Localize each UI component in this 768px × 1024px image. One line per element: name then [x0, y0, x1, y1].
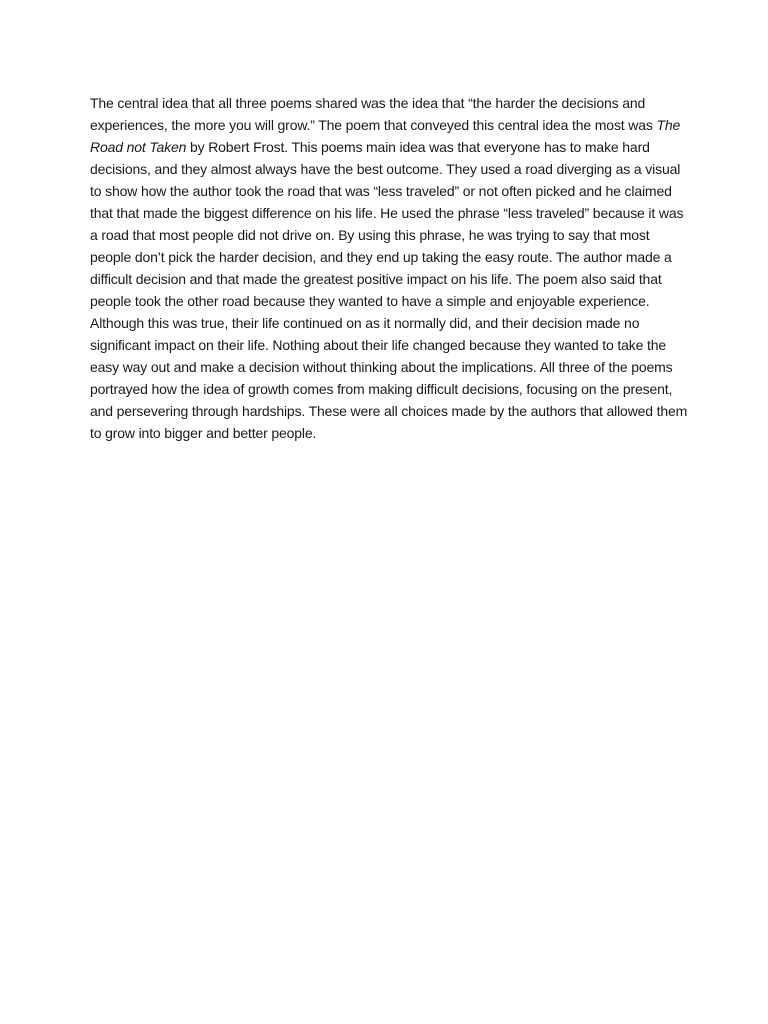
essay-paragraph	[90, 92, 690, 444]
poem-title: The Road not Taken	[90, 117, 681, 155]
paragraph-text-part-1: The central idea that all three poems shared was the idea that “the harder the decisions and experiences, the more you will grow.” The poem that conveyed this central idea the most was	[90, 95, 657, 133]
paragraph-text-part-2: by Robert Frost. This poems main idea was that everyone has to make hard decisions, and they almost always have the best outcome. They used a road diverging as a visual to show how the author took the road that was “less traveled” or not often picked and he claimed that that made the biggest difference on his life. He used the phrase “less traveled” because it was a road that most people did not drive on. By using this phrase, he was trying to say that most people don’t pick the harder decision, and they end up taking the easy route. The author made a difficult decision and that made the greatest positive impact on his life. The poem also said that people took the other road because they wanted to have a simple and enjoyable experience. Although this was true, their life continued on as it normally did, and their decision made no significant impact on their life. Nothing about their life changed because they wanted to take the easy way out and make a decision without thinking about the implications. All three of the poems portrayed how the idea of growth comes from making difficult decisions, focusing on the present, and persevering through hardships. These were all choices made by the authors that allowed them to grow into bigger and better people.	[90, 139, 688, 441]
